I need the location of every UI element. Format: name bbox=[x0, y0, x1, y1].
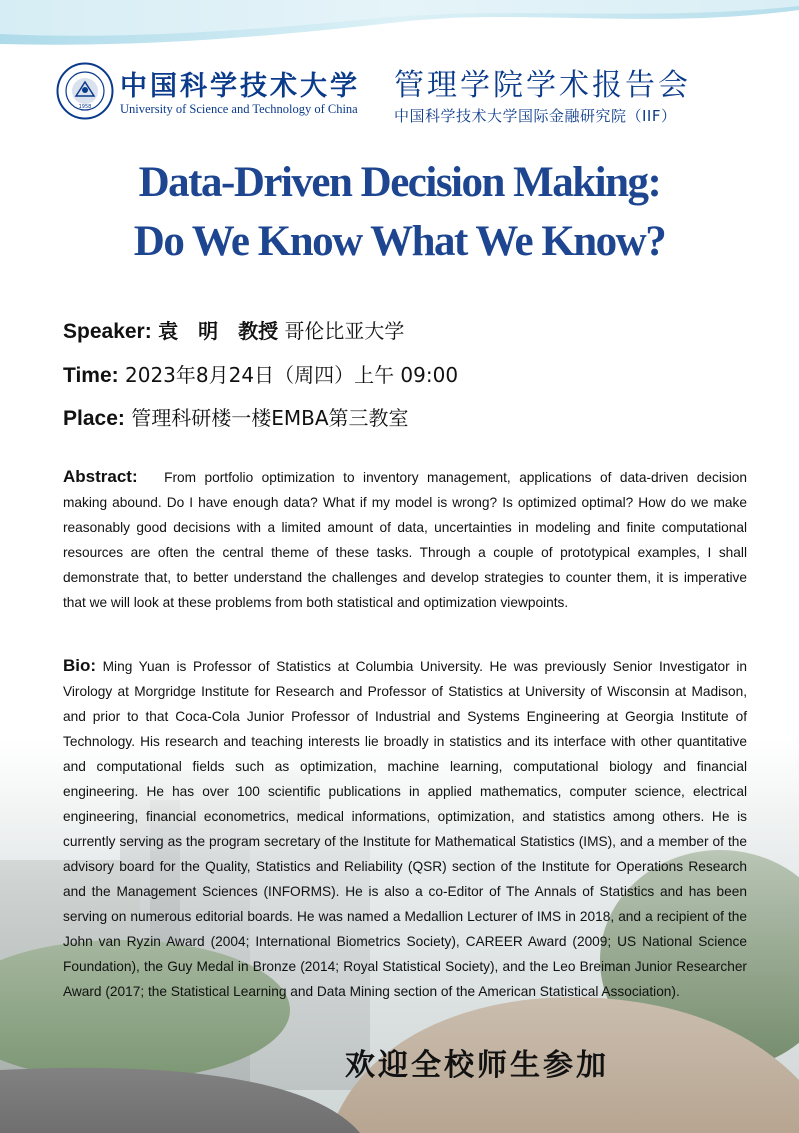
seal-year: 1958 bbox=[78, 104, 92, 110]
talk-title-line-2: Do We Know What We Know? bbox=[133, 218, 666, 265]
speaker-row bbox=[63, 315, 404, 344]
speaker-label: Speaker: bbox=[63, 320, 152, 343]
header bbox=[56, 62, 746, 132]
welcome-message: 欢迎全校师生参加 bbox=[345, 1048, 609, 1083]
time-label: Time: bbox=[63, 364, 119, 387]
talk-title-line-1: Data-Driven Decision Making: bbox=[138, 159, 661, 206]
bio-label: Bio: bbox=[63, 656, 97, 675]
bio-text: Ming Yuan is Professor of Statistics at Columbia University. He was previously Senior Investigator in Virology at Morgridge Institute for Research and Professor of Statistics at University of Wisconsin at Madison, and prior to that Coca-Cola Junior Professor of Industrial and Systems Engineering at Georgia Institute of Technology. His research and teaching interests lie broadly in statistics and its interface with other quantitative and computational fields such as optimization, machine learning, computational biology and financial engineering. He has over 100 scientific publications in applied mathematics, computer science, electrical engineering, financial econometrics, medical informations, optimization, and statistics among others. He is currently serving as the program secretary of the Institute for Mathematical Statistics (IMS), and a member of the advisory board for the Quality, Statistics and Reliability (QSR) section of the Institute for Operations Research and the Management Sciences (INFORMS). He is also a co-Editor of The Annals of Statistics and has been serving on numerous editorial boards. He was named a Medallion Lecturer of IMS in 2018, and a recipient of the John van Ryzin Award (2004; International Biometrics Society), CAREER Award (2009; US National Science Foundation), the Guy Medal in Bronze (2014; Royal Statistical Society), and the Leo Breiman Junior Researcher Award (2017; the Statistical Learning and Data Mining section of the American Statistical Association). bbox=[63, 659, 747, 999]
decorative-top-wave bbox=[0, 0, 799, 60]
place-value: 管理科研楼一楼EMBA第三教室 bbox=[131, 406, 409, 430]
time-row bbox=[63, 359, 458, 388]
event-series-title: 管理学院学术报告会 bbox=[394, 68, 691, 103]
place-row bbox=[63, 402, 409, 431]
university-seal-icon bbox=[56, 62, 114, 120]
abstract-text: From portfolio optimization to inventory management, applications of data-driven decision making abound. Do I have enough data? What if my model is wrong? Is optimized optimal? How do we make reasonably good decisions with a limited amount of data, uncertainties in modeling and finite computational resources are often the central theme of these tasks. Through a couple of prototypical examples, I shall demonstrate that, to better understand the challenges and develop strategies to counter them, it is imperative that we will look at these problems from both statistical and optimization viewpoints. bbox=[63, 470, 747, 610]
institute-name: 中国科学技术大学国际金融研究院（IIF） bbox=[394, 107, 677, 125]
time-value: 2023年8月24日（周四）上午 09:00 bbox=[125, 363, 459, 387]
bio-paragraph bbox=[63, 653, 747, 1004]
speaker-affiliation: 哥伦比亚大学 bbox=[284, 319, 405, 343]
university-name-cn: 中国科学技术大学 bbox=[120, 71, 360, 102]
place-label: Place: bbox=[63, 407, 125, 430]
university-name-en: University of Science and Technology of China bbox=[120, 102, 358, 116]
abstract-paragraph bbox=[63, 464, 747, 615]
abstract-label: Abstract: bbox=[63, 467, 138, 486]
speaker-name: 袁 明 教授 bbox=[158, 319, 279, 343]
